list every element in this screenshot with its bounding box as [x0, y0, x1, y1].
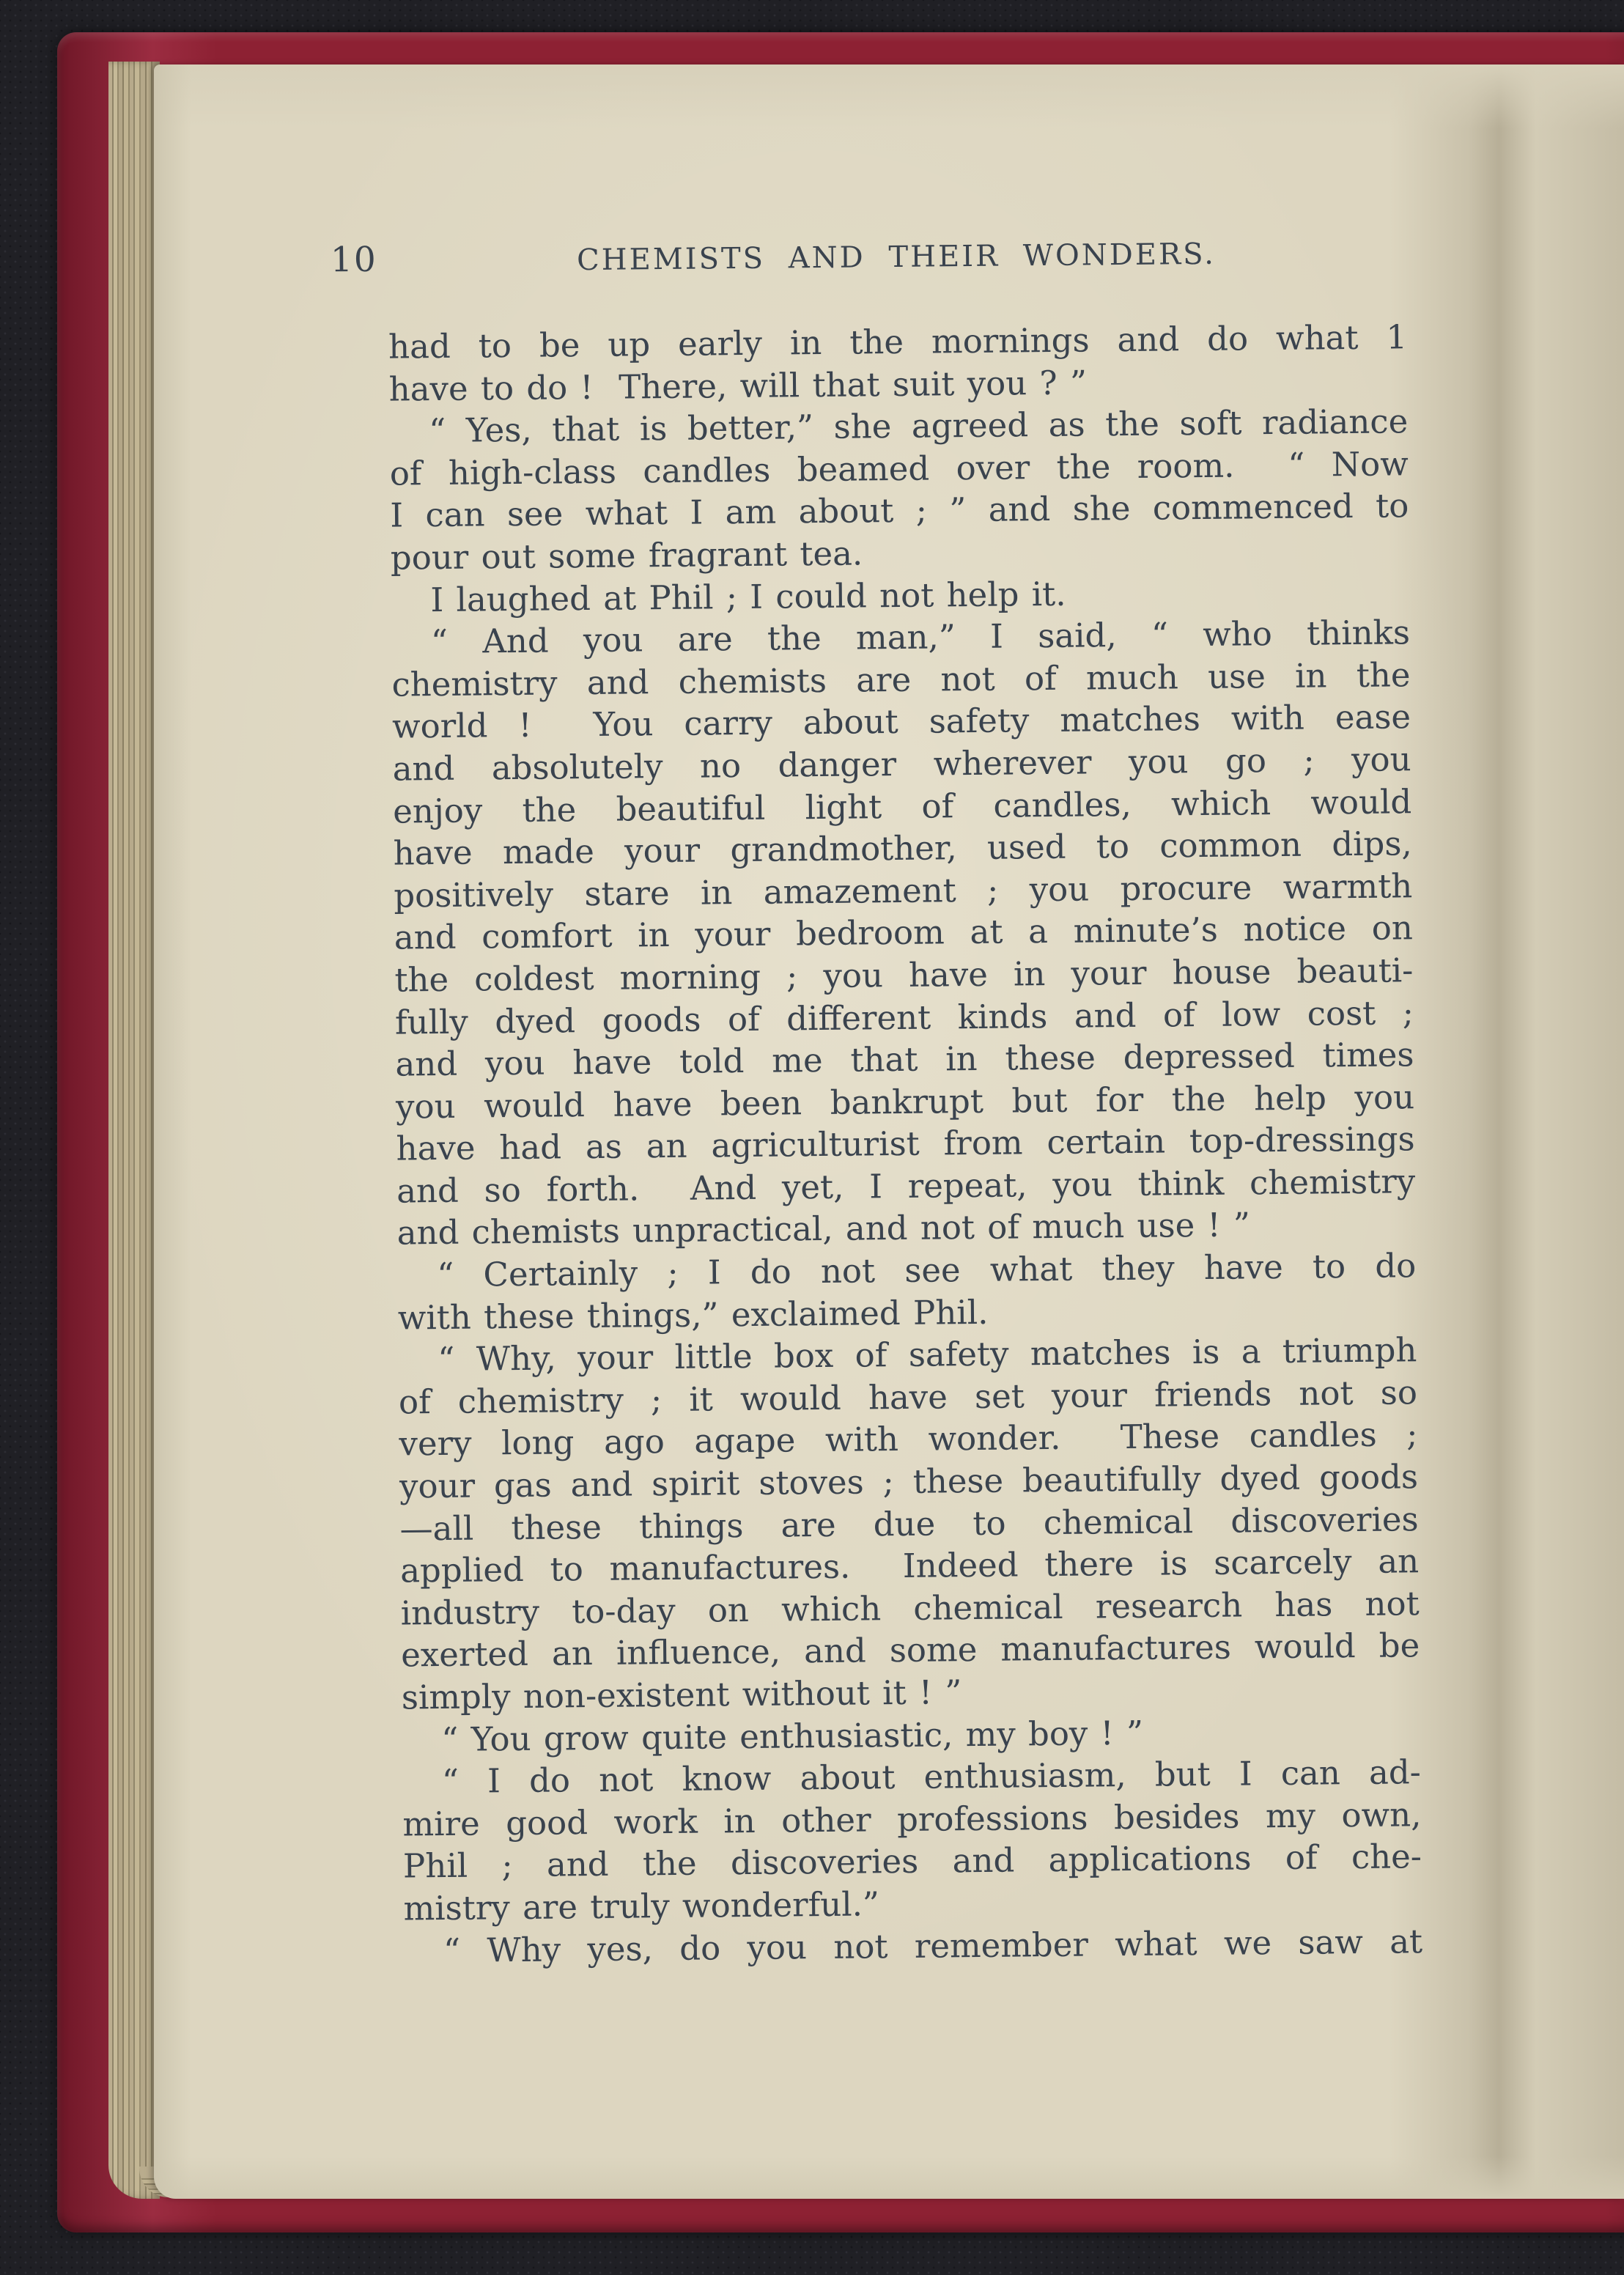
text-line: had to be up early in the mornings and do what 1 — [388, 317, 1408, 366]
text-line: enjoy the beautiful light of candles, which would — [392, 781, 1412, 831]
text-line: Phil ; and the discoveries and applications of che- — [402, 1837, 1422, 1886]
text-line: mistry are truly wonderful.” — [403, 1884, 880, 1928]
text-line: “ And you are the man,” I said, “ who thinks — [430, 613, 1411, 662]
text-line: industry to-day on which chemical research has not — [400, 1584, 1420, 1633]
text-line: have to do ! There, will that suit you ? ” — [388, 363, 1088, 409]
text-line: “ Certainly ; I do not see what they have to do — [437, 1246, 1417, 1295]
text-line: world ! You carry about safety matches with ease — [391, 697, 1411, 746]
text-line: “ I do not know about enthusiasm, but I can ad- — [441, 1752, 1422, 1802]
text-line: exerted an influence, and some manufactures would be — [401, 1626, 1420, 1675]
text-line: fully dyed goods of different kinds and of low cost ; — [394, 992, 1414, 1042]
running-header: CHEMISTS AND THEIR WONDERS. — [576, 237, 1217, 278]
text-line: I laughed at Phil ; I could not help it. — [430, 574, 1066, 619]
page-number: 10 — [330, 239, 378, 281]
text-line: applied to manufactures. Indeed there is scarcely an — [399, 1541, 1420, 1590]
text-line: and you have told me that in these depressed times — [395, 1035, 1414, 1084]
text-line: positively stare in amazement ; you procure warmth — [394, 866, 1413, 915]
text-line: have made your grandmother, used to common dips, — [393, 824, 1412, 873]
text-line: have had as an agriculturist from certain top-dressings — [396, 1119, 1415, 1168]
text-line: your gas and spirit stoves ; these beautifully dyed goods — [399, 1457, 1419, 1506]
text-line: the coldest morning ; you have in your house beauti- — [394, 951, 1414, 1000]
text-line: chemistry and chemists are not of much use in the — [391, 655, 1411, 704]
text-line: with these things,” exclaimed Phil. — [397, 1292, 989, 1338]
text-line: “ You grow quite enthusiastic, my boy ! ” — [441, 1713, 1144, 1759]
text-line: and so forth. And yet, I repeat, you think chemistry — [396, 1162, 1416, 1211]
text-line: —all these things are due to chemical discoveries — [399, 1499, 1419, 1549]
text-line: “ Why yes, do you not remember what we saw at — [443, 1921, 1423, 1970]
text-line: of high-class candles beamed over the room. “ Now — [389, 444, 1409, 493]
text-line: and absolutely no danger wherever you go ; you — [392, 740, 1411, 789]
text-line: and comfort in your bedroom at a minute’s notice on — [394, 908, 1414, 957]
text-line: mire good work in other professions besides my own, — [402, 1794, 1422, 1844]
text-line: you would have been bankrupt but for the help you — [395, 1077, 1415, 1127]
text-line: pour out some fragrant tea. — [390, 534, 863, 578]
body-text-block — [388, 316, 1422, 1972]
text-line: of chemistry ; it would have set your friends not so — [398, 1373, 1418, 1422]
text-line: simply non-existent without it ! ” — [401, 1673, 962, 1717]
text-line: and chemists unpractical, and not of much use ! ” — [396, 1205, 1251, 1253]
text-line: I can see what I am about ; ” and she commenced to — [390, 486, 1409, 535]
text-line: “ Yes, that is better,” she agreed as the soft radiance — [428, 402, 1409, 451]
text-line: “ Why, your little box of safety matches is a triumph — [438, 1330, 1417, 1379]
text-line: very long ago agape with wonder. These candles ; — [399, 1415, 1418, 1464]
